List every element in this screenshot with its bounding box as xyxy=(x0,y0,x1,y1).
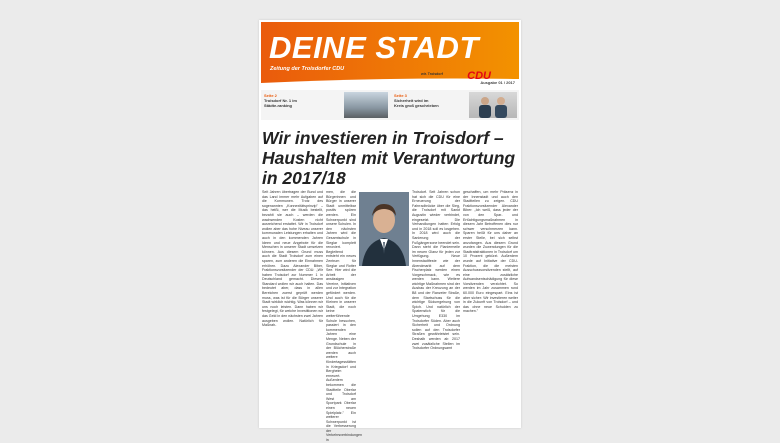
teaser-label: Seite 2 xyxy=(264,93,277,98)
article-column-1: Seit Jahren übertragen der Bund und das Land immer mehr Aufgaben auf die Kommunen. Trotz des sogenannten „Konnexitätsprinzip" – das heißt, wer die Musik bestellt, bezahlt sie auch – werden die wachsenden Kosten nicht ausreichend erstattet. Wir in Troisdorf wollen aber das hohe Niveau unserer kommunalen Leistungen erhalten und auch in den kommenden Jahren Ideen und neue Angebote für die Menschen in unserer Stadt umsetzen können. Aus diesem Grund muss auch die Stadt Troisdorf zum einen sparen, zum anderen die Einnahmen erhöhen. Dazu Alexander Biber, Fraktionsvorsitzender der CDU: „Wir haben Troisdorf zur Nummer 1 in Deutschland gemacht. Diesem Standard wollen wir auch halten. Das bedeutet aber, dass in allen Bereichen zuerst geprüft werden muss, was ist für die Bürger unserer Stadt wirklich wichtig. Was können wir uns noch leisten. Dann haben wir festgelegt, für welche Investitionen wir das Geld in den nächsten zwei Jahren ausgeben wollen. Natürlich für Maßnah- xyxy=(262,190,323,328)
wir-troisdorf-label: wir. Troisdorf xyxy=(421,72,443,76)
article-column-4: geschaffen, um mehr Präsenz in der Innenstadt und auch den Stadtteilen zu zeigen. CDU Fraktionsvorsitzender Alexander Biber: „Ich weiß, dass jeder der von den Spar- und Ertüchtigungsmaßnahmen in diesem Jahr Betroffenen dies nur schwer verschmerzen kann. Sparen heißt für uns daher an erster Stelle, bei sich selbst anzufangen. Aus diesem Grund wurden die Zuwendungen für die Stadtratsfraktionen in Troisdorf um 10 Prozent gekürzt. Außerdem wurde auf Initiative der CDU-Fraktion, die die meisten Ausschussvorsitzenden stellt, auf eine zusätzliche Aufwandsentschädigung für diese Vorsitzenden verzichtet. So werden im Jahr zusammen rund 60.000 Euro eingespart. Eins ist aber sicher: Wir investieren weiter in die Zukunft von Troisdorf – und das ohne neue Schulden zu machen." xyxy=(463,190,518,314)
article-headline: Wir investieren in Troisdorf – Haushalten mit Verantwortung in 2017/18 xyxy=(262,128,516,188)
article-column-3: Troisdorf. Seit Jahren schon hat sich die CDU für eine Erneuerung der Fahrradbrücke über die Sieg, die Troisdorf mit Sankt Augustin wieder verbindet, eingesetzt. Die Verhandlungen hatten Erfolg und in 2018 soll es losgehen. In 2018 wird auch die Sanierung der Fußgängerzone beendet sein. Dann steht die Flaniermeile im neuen Glanz für jeden zur Verfügung. Neue Innenstadtfeste wie der Abendmarkt auf dem Fischerplatz werden einen Vorgeschmack, wie es werden kann. Weitere wichtige Maßnahmen sind der Ausbau der Kreuzung an der B8 und der Ranzeler Straße, dem Startschuss für die wichtige Südumgehung von Spich. Und natürlich der Spatenstich für die Umgehung E330 im Troisdorfer Süden. Aber auch Sicherheit und Ordnung sollen auf den Troisdorfer Straßen gewährleistet sein. Deshalb werden ab 2017 zwei zusätzliche Stellen im Troisdorfer Ordnungsamt xyxy=(412,190,460,351)
teaser-label: Seite 3 xyxy=(394,93,407,98)
teaser-bar xyxy=(261,90,519,120)
article-column-2: men, die die Bürgerinnen und Bürger in unserer Stadt unmittelbar positiv spüren werden. Ein Schwerpunkt sind unsere Schulen. In den nächsten Jahren wird die Gesamtschule in Sieglar komplett renoviert. Begleitend entsteht ein neues Zentrum für Sieglar und Rotter See. Hier wird die Arbeit der ansässigen Vereine, Initiativen und zur Integration gefördert werden. Und auch für die Kleinen in unserer Stadt, die noch keine weiterführende Schule besuchen, passiert in den kommenden Jahren eine Menge. Neben der Grundschule in der Blücherstraße werden auch weitere Kindertagesstätten in Kriegsdorf und Bergheim erneuert. Außerdem bekommen die Stadtteile Oberlar und Troisdorf West am Sportpark Oberlar einen neuen Spielplatz." Ein weiterer Schwerpunkt ist die Verbesserung der Verkehrsverbindungen in xyxy=(326,190,362,443)
issue-number: Ausgabe 01 / 2017 xyxy=(480,80,515,85)
newspaper-page xyxy=(259,20,521,443)
town-hall-photo xyxy=(344,92,388,118)
teaser-text: Troisdorf Nr. 1 im Städte-ranking xyxy=(264,98,297,108)
author-portrait xyxy=(359,192,409,266)
teaser-text: Sicherheit wird im Kreis groß geschrieben xyxy=(394,98,439,108)
cdu-logo: CDU xyxy=(467,70,491,82)
teaser-1 xyxy=(264,93,309,123)
people-photo xyxy=(469,92,517,118)
newspaper-title: DEINE STADT xyxy=(269,30,479,65)
teaser-2 xyxy=(394,93,439,123)
newspaper-subtitle: Zeitung der Troisdorfer CDU xyxy=(270,66,345,72)
